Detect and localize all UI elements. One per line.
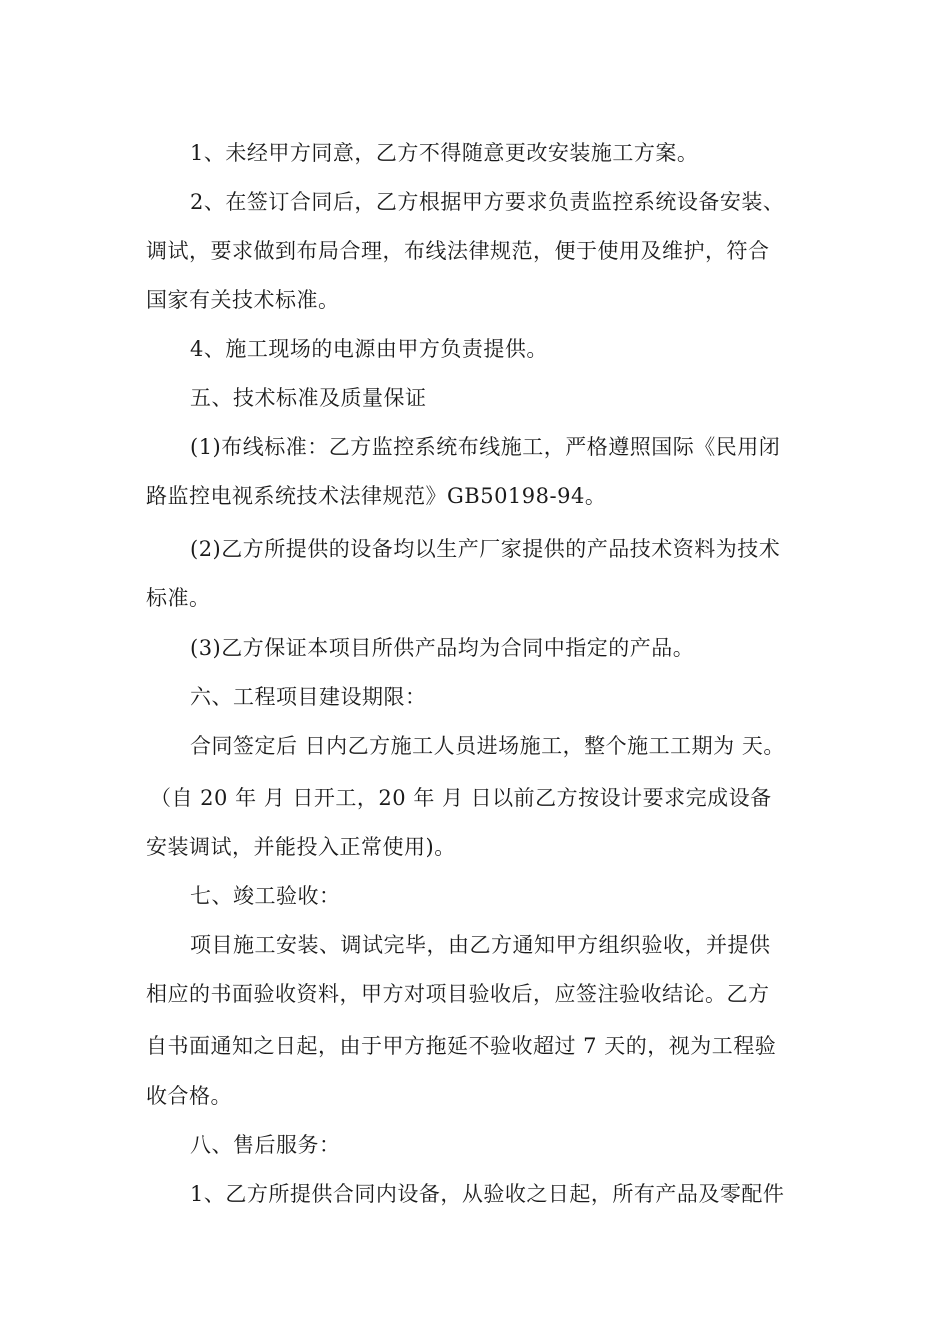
- paragraph-line: 国家有关技术标准。: [146, 288, 340, 312]
- paragraph-line: 收合格。: [146, 1084, 232, 1108]
- section-heading: 八、售后服务：: [190, 1133, 341, 1157]
- paragraph-line: 项目施工安装、调试完毕，由乙方通知甲方组织验收，并提供: [190, 933, 771, 957]
- paragraph-line: 相应的书面验收资料，甲方对项目验收后，应签注验收结论。乙方: [146, 982, 770, 1006]
- paragraph-line: (2)乙方所提供的设备均以生产厂家提供的产品技术资料为技术: [190, 537, 781, 561]
- section-heading: 七、竣工验收：: [190, 884, 341, 908]
- paragraph-line: (1)布线标准：乙方监控系统布线施工，严格遵照国际《民用闭: [190, 435, 781, 459]
- paragraph-line: 标准。: [146, 586, 211, 610]
- paragraph-line: 1、未经甲方同意，乙方不得随意更改安装施工方案。: [190, 141, 699, 165]
- paragraph-line: 安装调试，并能投入正常使用)。: [146, 835, 456, 859]
- paragraph-line: 路监控电视系统技术法律规范》GB50198-94。: [146, 484, 607, 508]
- paragraph-line: （自 20 年 月 日开工，20 年 月 日以前乙方按设计要求完成设备: [150, 786, 772, 810]
- paragraph-line: 合同签定后 日内乙方施工人员进场施工，整个施工工期为 天。: [190, 734, 785, 758]
- paragraph-line: 4、施工现场的电源由甲方负责提供。: [190, 337, 548, 361]
- paragraph-line: 1、乙方所提供合同内设备，从验收之日起，所有产品及零配件: [190, 1182, 785, 1206]
- section-heading: 五、技术标准及质量保证: [190, 386, 427, 410]
- paragraph-line: 调试，要求做到布局合理，布线法律规范，便于使用及维护，符合: [146, 239, 770, 263]
- paragraph-line: (3)乙方保证本项目所供产品均为合同中指定的产品。: [190, 636, 695, 660]
- paragraph-line: 2、在签订合同后，乙方根据甲方要求负责监控系统设备安装、: [190, 190, 785, 214]
- paragraph-line: 自书面通知之日起，由于甲方拖延不验收超过 7 天的，视为工程验: [146, 1034, 777, 1058]
- section-heading: 六、工程项目建设期限：: [190, 685, 427, 709]
